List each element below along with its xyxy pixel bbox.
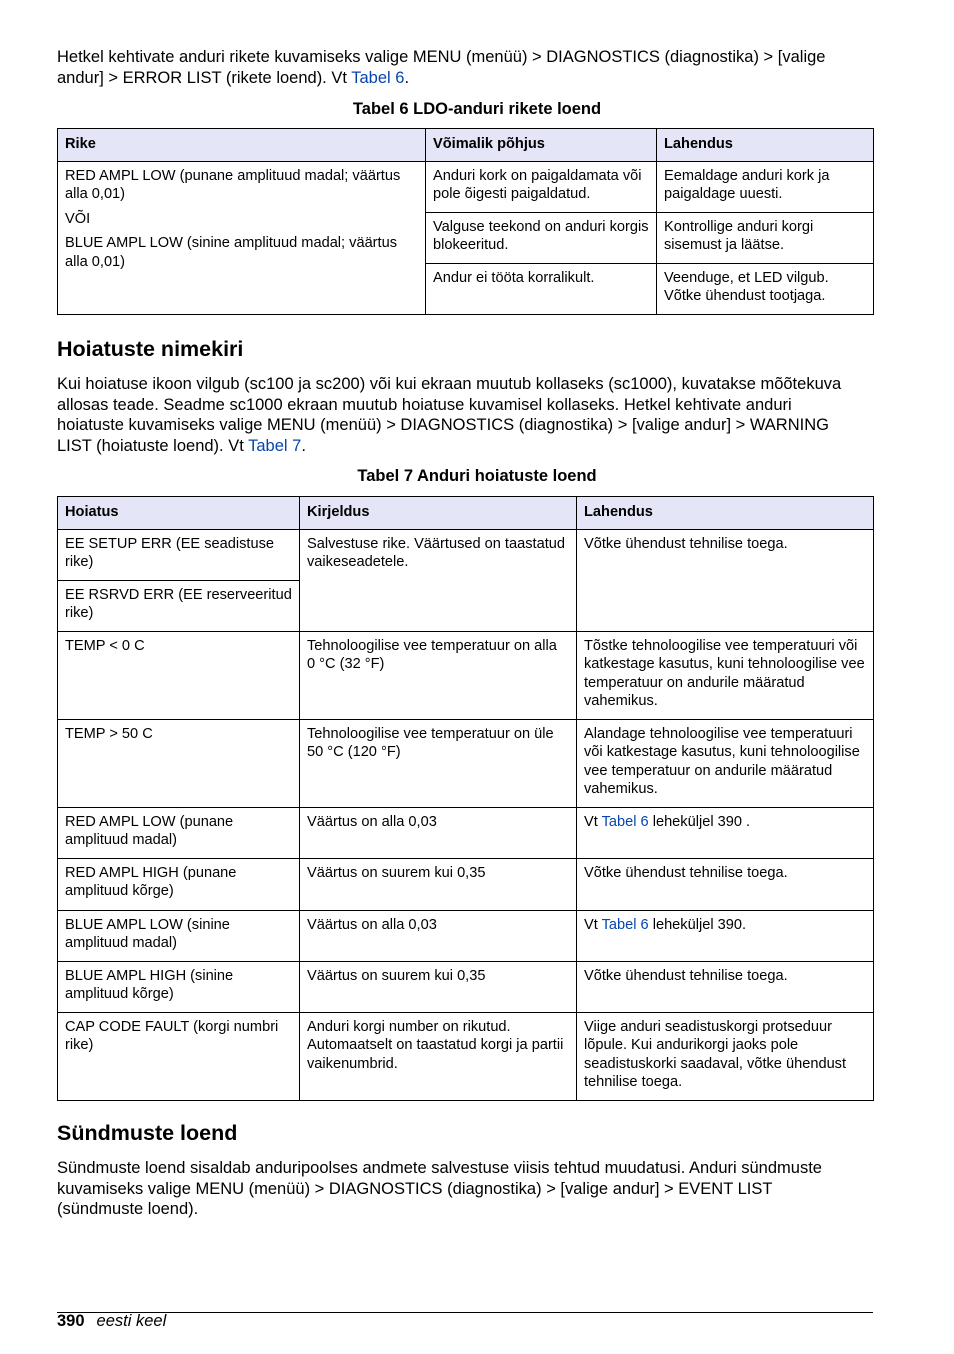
column-header: Hoiatus <box>58 497 300 530</box>
solution-cell: Võtke ühendust tehnilise toega. <box>577 529 874 631</box>
events-heading: Sündmuste loend <box>57 1121 238 1145</box>
description-cell: Salvestuse rike. Väärtused on taastatud vaikeseadetele. <box>300 529 577 631</box>
warning-cell: TEMP > 50 C <box>58 719 300 807</box>
page-footer <box>57 1312 166 1331</box>
description-cell: Anduri korgi number on rikutud. Automaatselt on taastatud korgi ja partii vaikenumbrid. <box>300 1012 577 1100</box>
description-cell: Tehnoloogilise vee temperatuur on üle 50 °C (120 °F) <box>300 719 577 807</box>
table-header-row <box>58 129 874 162</box>
warnings-heading: Hoiatuste nimekiri <box>57 337 244 361</box>
table-6-caption: Tabel 6 LDO-anduri rikete loend <box>352 100 602 118</box>
table-6-link[interactable]: Tabel 6 <box>601 916 649 933</box>
solution-cell: Eemaldage anduri kork ja paigaldage uuesti. <box>657 161 874 212</box>
table-row <box>58 1012 874 1100</box>
warnings-paragraph: Kui hoiatuse ikoon vilgub (sc100 ja sc200) või kui ekraan muutub kollaseks (sc1000), kuvatakse mõõtekuva allosas teade. Seadme sc1000 ekraan muutub hoiatuse kuvamisel kollaseks. Hetkel kehtivate anduri hoiatuste kuvamiseks valige MENU (menüü) > DIAGNOSTICS (diagnostika) > [valige andur] > WARNING LIST (hoiatuste loend). Vt Tabel 7. <box>57 375 842 455</box>
column-header: Kirjeldus <box>300 497 577 530</box>
table-7-link[interactable]: Tabel 7 <box>248 436 302 455</box>
warning-cell: BLUE AMPL HIGH (sinine amplituud kõrge) <box>58 961 300 1012</box>
page-number: 390 <box>57 1312 85 1330</box>
description-cell: Tehnoloogilise vee temperatuur on alla 0 °C (32 °F) <box>300 631 577 719</box>
column-header: Võimalik põhjus <box>426 129 657 162</box>
table-header-row <box>58 497 874 530</box>
description-cell: Väärtus on suurem kui 0,35 <box>300 858 577 910</box>
cause-cell: Andur ei tööta korralikult. <box>426 263 657 314</box>
warning-cell: EE RSRVD ERR (EE reserveeritud rike) <box>58 580 300 631</box>
warning-cell: CAP CODE FAULT (korgi numbri rike) <box>58 1012 300 1100</box>
description-cell: Väärtus on alla 0,03 <box>300 910 577 961</box>
solution-cell: Vt Tabel 6 leheküljel 390 . <box>577 807 874 858</box>
solution-cell: Võtke ühendust tehnilise toega. <box>577 858 874 910</box>
error-table <box>57 128 874 315</box>
footer-language: eesti keel <box>96 1312 167 1330</box>
events-paragraph: Sündmuste loend sisaldab anduripoolses andmete salvestuse viisis tehtud muudatusi. Anduri sündmuste kuvamiseks valige MENU (menüü) > DIAGNOSTICS (diagnostika) > [valige andur] > EVENT LIST (sündmuste loend). <box>57 1159 822 1218</box>
solution-cell: Alandage tehnoloogilise vee temperatuuri või katkestage kasutus, kuni tehnoloogilise vee temperatuur on andurile määratud vahemikus. <box>577 719 874 807</box>
column-header: Lahendus <box>657 129 874 162</box>
solution-cell: Vt Tabel 6 leheküljel 390. <box>577 910 874 961</box>
table-row <box>58 161 874 212</box>
solution-cell: Viige anduri seadistuskorgi protseduur lõpule. Kui andurikorgi jaoks pole seadistuskorki saadaval, võtke ühendust tehnilise toega. <box>577 1012 874 1100</box>
cause-cell: Valguse teekond on anduri korgis blokeeritud. <box>426 212 657 263</box>
error-cell: RED AMPL LOW (punane amplituud madal; väärtus alla 0,01) VÕI BLUE AMPL LOW (sinine amplituud madal; väärtus alla 0,01) <box>58 161 426 314</box>
solution-cell: Võtke ühendust tehnilise toega. <box>577 961 874 1012</box>
table-row <box>58 858 874 910</box>
column-header: Lahendus <box>577 497 874 530</box>
description-cell: Väärtus on suurem kui 0,35 <box>300 961 577 1012</box>
table-row <box>58 631 874 719</box>
table-6-link[interactable]: Tabel 6 <box>601 813 649 830</box>
warning-cell: RED AMPL LOW (punane amplituud madal) <box>58 807 300 858</box>
column-header: Rike <box>58 129 426 162</box>
table-row <box>58 910 874 961</box>
warning-table <box>57 496 874 1101</box>
solution-cell: Kontrollige anduri korgi sisemust ja läätse. <box>657 212 874 263</box>
warning-cell: EE SETUP ERR (EE seadistuse rike) <box>58 529 300 580</box>
warning-cell: TEMP < 0 C <box>58 631 300 719</box>
warning-cell: RED AMPL HIGH (punane amplituud kõrge) <box>58 858 300 910</box>
table-6-link[interactable]: Tabel 6 <box>351 68 405 87</box>
cause-cell: Anduri kork on paigaldamata või pole õigesti paigaldatud. <box>426 161 657 212</box>
description-cell: Väärtus on alla 0,03 <box>300 807 577 858</box>
table-row <box>58 529 874 580</box>
solution-cell: Tõstke tehnoloogilise vee temperatuuri või katkestage kasutus, kuni tehnoloogilise vee temperatuur on andurile määratud vahemikus. <box>577 631 874 719</box>
warning-cell: BLUE AMPL LOW (sinine amplituud madal) <box>58 910 300 961</box>
table-7-caption: Tabel 7 Anduri hoiatuste loend <box>357 467 597 485</box>
footer-divider <box>57 1312 873 1313</box>
intro-paragraph: Hetkel kehtivate anduri rikete kuvamiseks valige MENU (menüü) > DIAGNOSTICS (diagnostika) > [valige andur] > ERROR LIST (rikete loend). Vt Tabel 6. <box>57 48 826 87</box>
table-row <box>58 719 874 807</box>
table-row <box>58 961 874 1012</box>
table-row <box>58 807 874 858</box>
solution-cell: Veenduge, et LED vilgub. Võtke ühendust tootjaga. <box>657 263 874 314</box>
